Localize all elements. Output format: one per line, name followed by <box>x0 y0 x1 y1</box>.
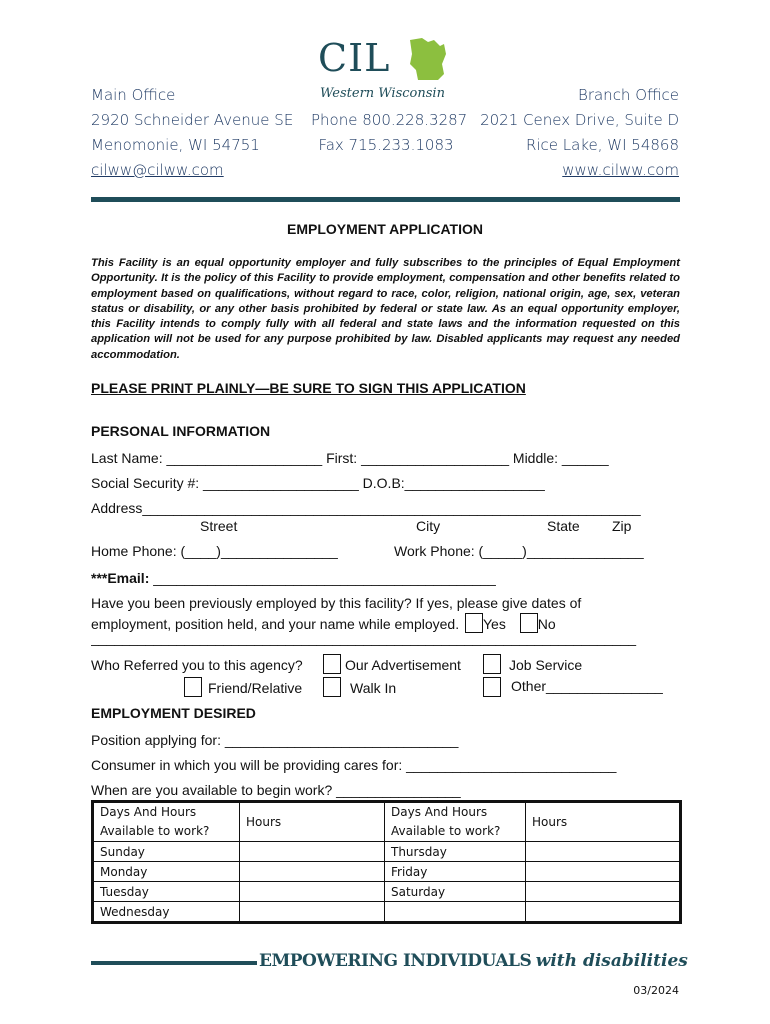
friend-relative-checkbox[interactable] <box>184 677 202 697</box>
walk-in-checkbox[interactable] <box>323 677 341 697</box>
other-checkbox[interactable] <box>483 677 501 697</box>
print-notice: PLEASE PRINT PLAINLY—BE SURE TO SIGN THIS APPLICATION <box>91 380 526 396</box>
header-days-left <box>94 803 240 842</box>
advertisement-label: Our Advertisement <box>345 657 461 673</box>
advertisement-checkbox[interactable] <box>323 654 341 674</box>
footer-tagline-main: EMPOWERING INDIVIDUALS <box>259 951 532 971</box>
logo-main: CIL <box>318 36 391 80</box>
hours-cell[interactable] <box>526 842 680 862</box>
table-row <box>94 882 680 902</box>
name-fields-line[interactable]: Last Name: ____________________ First: ___________________ Middle: ______ <box>91 450 609 466</box>
availability-line[interactable]: When are you available to begin work? ________________ <box>91 782 461 798</box>
hours-cell[interactable] <box>240 882 385 902</box>
revision-date: 03/2024 <box>633 984 679 997</box>
job-service-checkbox[interactable] <box>483 654 501 674</box>
address-zip-label: Zip <box>612 518 632 534</box>
header-days-right-line1: Days And Hours <box>391 805 488 819</box>
header-hours-right: Hours <box>526 803 680 842</box>
personal-info-heading: PERSONAL INFORMATION <box>91 423 271 439</box>
fax-number: Fax 715.233.1083 <box>318 136 454 154</box>
work-phone-line[interactable]: Work Phone: (_____)_______________ <box>394 543 644 559</box>
day-cell: Tuesday <box>94 882 240 902</box>
day-cell: Monday <box>94 862 240 882</box>
job-service-label: Job Service <box>509 657 583 673</box>
address-line[interactable]: Address________________________________________________________________ <box>91 500 641 516</box>
header-days-right-line2: Available to work? <box>391 824 501 838</box>
header-days-left-line1: Days And Hours <box>100 805 197 819</box>
referral-question: Who Referred you to this agency? <box>91 657 303 673</box>
consumer-line[interactable]: Consumer in which you will be providing cares for: ___________________________ <box>91 757 617 773</box>
main-office-email-link[interactable]: cilww@cilww.com <box>91 161 224 179</box>
other-label[interactable]: Other_______________ <box>511 678 663 694</box>
day-cell: Friday <box>385 862 526 882</box>
employment-desired-heading: EMPLOYMENT DESIRED <box>91 705 256 721</box>
walk-in-label: Walk In <box>350 680 397 696</box>
hours-cell[interactable] <box>240 902 385 922</box>
day-cell <box>385 902 526 922</box>
ssn-dob-line[interactable]: Social Security #: ____________________ D.O.B:__________________ <box>91 475 545 491</box>
header-days-left-line2: Available to work? <box>100 824 210 838</box>
main-office-street: 2920 Schneider Avenue SE <box>91 111 294 129</box>
wisconsin-map-icon <box>404 34 450 84</box>
position-line[interactable]: Position applying for: ______________________________ <box>91 732 459 748</box>
page-title: EMPLOYMENT APPLICATION <box>287 221 483 237</box>
home-phone-line[interactable]: Home Phone: (____)_______________ <box>91 543 338 559</box>
availability-table <box>91 800 682 924</box>
day-cell: Saturday <box>385 882 526 902</box>
main-office-block <box>91 83 293 183</box>
email-label: ***Email: <box>91 570 150 586</box>
footer-tagline <box>259 951 688 971</box>
friend-relative-label: Friend/Relative <box>208 680 303 696</box>
phone-number: Phone 800.228.3287 <box>311 111 468 129</box>
email-blank: ____________________________________________ <box>149 570 496 586</box>
footer-divider <box>91 961 257 965</box>
day-cell: Thursday <box>385 842 526 862</box>
header-hours-left: Hours <box>240 803 385 842</box>
hours-cell[interactable] <box>526 882 680 902</box>
day-cell: Sunday <box>94 842 240 862</box>
previous-employment-question-text: employment, position held, and your name while employed. <box>91 616 460 632</box>
day-cell: Wednesday <box>94 902 240 922</box>
main-office-city: Menomonie, WI 54751 <box>91 136 260 154</box>
no-label: No <box>537 616 556 632</box>
branch-office-street: 2021 Cenex Drive, Suite D <box>480 111 679 129</box>
branch-office-block <box>480 83 679 183</box>
branch-office-label: Branch Office <box>578 86 679 104</box>
hours-cell[interactable] <box>240 842 385 862</box>
table-row <box>94 842 680 862</box>
footer-tagline-em: with disabilities <box>535 951 688 971</box>
main-office-label: Main Office <box>91 86 176 104</box>
table-row <box>94 862 680 882</box>
equal-opportunity-policy: This Facility is an equal opportunity employer and fully subscribes to the principles of Equal Employment Opportunity. It is the policy of this Facility to provide employment, compensation and other benefits related to employment based on qualifications, without regard to race, color, religion, national origin, age, sex, veteran status or disability, or any other basis prohibited by federal or state law. As an equal opportunity employer, this Facility intends to comply fully with all federal and state laws and the information requested on this application will not be used for any purpose prohibited by law. Disabled applicants may request any needed accommodation. <box>91 257 680 361</box>
previous-employment-question-1: Have you been previously employed by this facility? If yes, please give dates of <box>91 595 582 611</box>
hours-cell[interactable] <box>526 862 680 882</box>
contact-block <box>311 108 468 158</box>
hours-cell[interactable] <box>240 862 385 882</box>
header-days-right <box>385 803 526 842</box>
address-street-label: Street <box>200 518 238 534</box>
yes-label: Yes <box>483 616 506 632</box>
address-city-label: City <box>416 518 441 534</box>
previous-employment-blank-line[interactable]: ______________________________________________________________________ <box>91 630 637 646</box>
branch-office-city: Rice Lake, WI 54868 <box>525 136 679 154</box>
email-line[interactable] <box>91 570 496 586</box>
logo <box>318 34 458 104</box>
branch-office-website-link[interactable]: www.cilww.com <box>562 161 679 179</box>
hours-cell[interactable] <box>526 902 680 922</box>
logo-sub: Western Wisconsin <box>320 86 445 101</box>
table-row <box>94 902 680 922</box>
header-divider <box>91 197 680 202</box>
address-state-label: State <box>547 518 580 534</box>
